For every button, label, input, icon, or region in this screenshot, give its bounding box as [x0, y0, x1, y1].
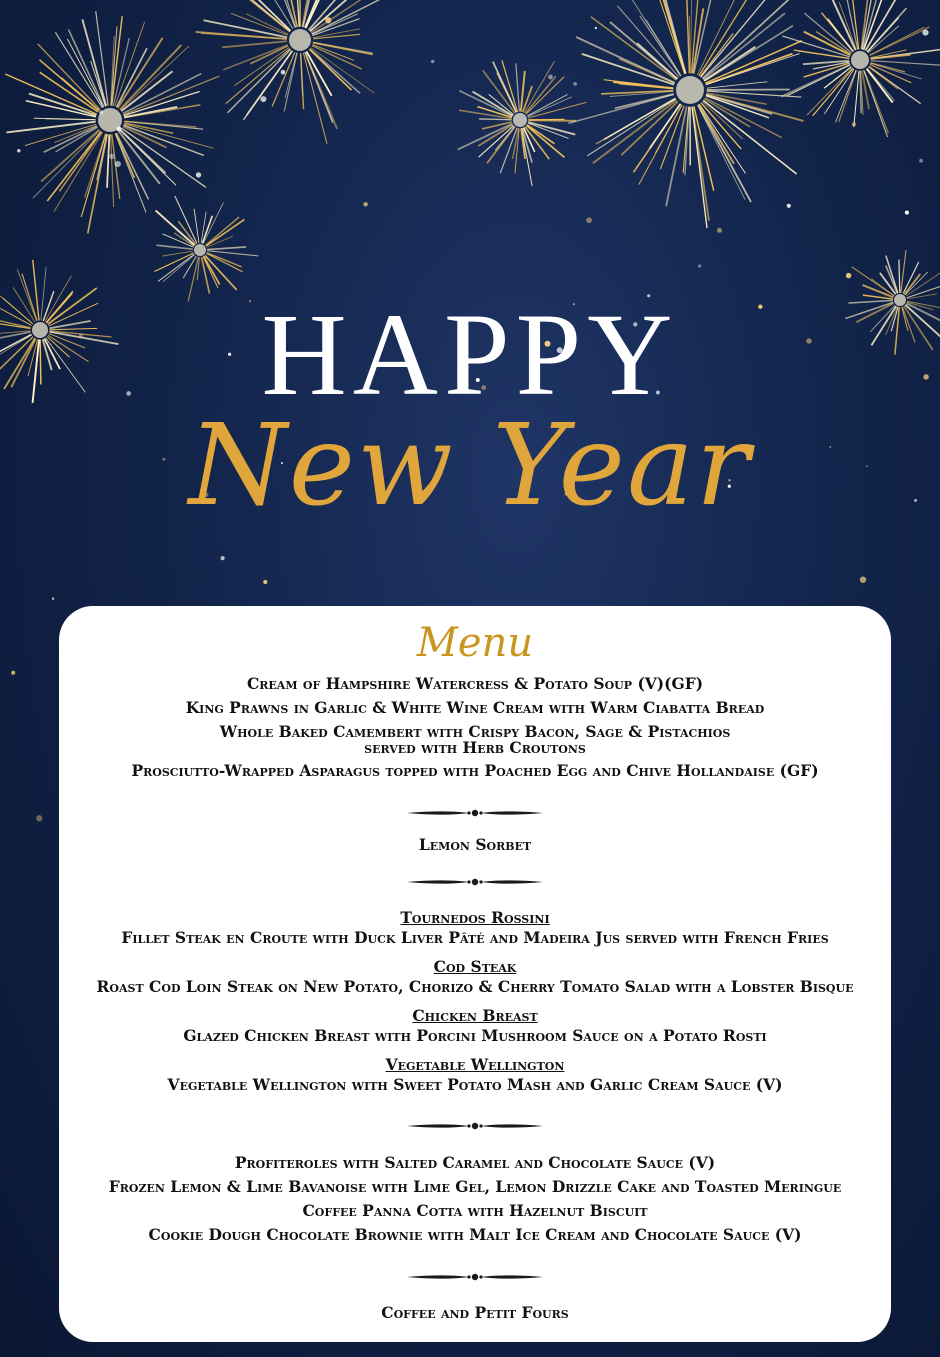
- main-description: Vegetable Wellington with Sweet Potato Mash and Garlic Cream Sauce (V): [167, 1075, 783, 1094]
- sparkle: [846, 273, 851, 278]
- main-description: Roast Cod Loin Steak on New Potato, Chorizo & Cherry Tomato Salad with a Lobster Bisque: [96, 977, 854, 996]
- firework-burst: [5, 11, 219, 233]
- firework-burst: [458, 60, 587, 186]
- sparkle: [115, 161, 121, 167]
- main-heading: Chicken Breast: [412, 1006, 538, 1025]
- starter-item: King Prawns in Garlic & White Wine Cream with Warm Ciabatta Bread: [185, 698, 765, 717]
- sparkle: [363, 202, 367, 206]
- new-year-heading: New Year: [188, 401, 752, 531]
- intermezzo-item: Lemon Sorbet: [418, 835, 532, 854]
- starter-item: Cream of Hampshire Watercress & Potato Soup (V)(GF): [246, 674, 704, 693]
- sparkle: [325, 17, 331, 23]
- ornament-divider: [407, 807, 543, 819]
- sparkle: [109, 154, 114, 159]
- sparkle: [221, 556, 225, 560]
- sparkle: [11, 671, 15, 675]
- sparkle: [52, 598, 54, 600]
- dessert-item: Frozen Lemon & Lime Bavanoise with Lime Gel, Lemon Drizzle Cake and Toasted Meringue: [108, 1177, 842, 1196]
- dessert-item: Coffee Panna Cotta with Hazelnut Biscuit: [302, 1201, 648, 1220]
- sparkle: [117, 126, 122, 131]
- sparkle: [698, 264, 701, 267]
- sparkle: [852, 122, 856, 126]
- sparkle: [431, 60, 434, 63]
- sparkle: [281, 70, 286, 75]
- sparkle: [860, 577, 866, 583]
- ornament-divider: [407, 1120, 543, 1132]
- happy-heading: HAPPY: [261, 289, 679, 420]
- main-heading: Vegetable Wellington: [385, 1055, 565, 1074]
- main-description: Glazed Chicken Breast with Porcini Mushroom Sauce on a Potato Rosti: [183, 1026, 767, 1045]
- firework-burst: [154, 196, 258, 301]
- sparkle: [260, 96, 266, 102]
- starter-item: Prosciutto-Wrapped Asparagus topped with Poached Egg and Chive Hollandaise (GF): [131, 761, 819, 780]
- sparkle: [595, 27, 597, 29]
- sparkle: [787, 204, 791, 208]
- sparkle: [263, 580, 267, 584]
- sparkle: [36, 815, 42, 821]
- main-heading: Tournedos Rossini: [400, 908, 550, 927]
- menu-title: Menu: [416, 620, 534, 666]
- firework-burst: [195, 0, 397, 144]
- sparkle: [922, 29, 928, 35]
- starter-item-continuation: served with Herb Croutons: [364, 738, 586, 757]
- dessert-item: Profiteroles with Salted Caramel and Chocolate Sauce (V): [234, 1153, 716, 1172]
- main-description: Fillet Steak en Croute with Duck Liver Pâté and Madeira Jus served with French Fries: [121, 928, 829, 947]
- finale-item: Coffee and Petit Fours: [381, 1303, 569, 1322]
- sparkle: [717, 228, 722, 233]
- sparkle: [548, 75, 553, 80]
- sparkle: [196, 172, 201, 177]
- sparkle: [99, 110, 103, 114]
- firework-burst: [568, 0, 803, 228]
- menu-card: [59, 606, 891, 1342]
- sparkle: [573, 82, 577, 86]
- ornament-divider: [407, 876, 543, 888]
- sparkle: [17, 149, 20, 152]
- sparkle: [919, 159, 923, 163]
- dessert-item: Cookie Dough Chocolate Brownie with Malt Ice Cream and Chocolate Sauce (V): [148, 1225, 802, 1244]
- main-heading: Cod Steak: [433, 957, 517, 976]
- firework-burst: [781, 0, 940, 137]
- starter-item: Whole Baked Camembert with Crispy Bacon, Sage & Pistachios: [219, 722, 731, 741]
- sparkle: [905, 211, 909, 215]
- sparkle: [586, 217, 592, 223]
- ornament-divider: [407, 1271, 543, 1283]
